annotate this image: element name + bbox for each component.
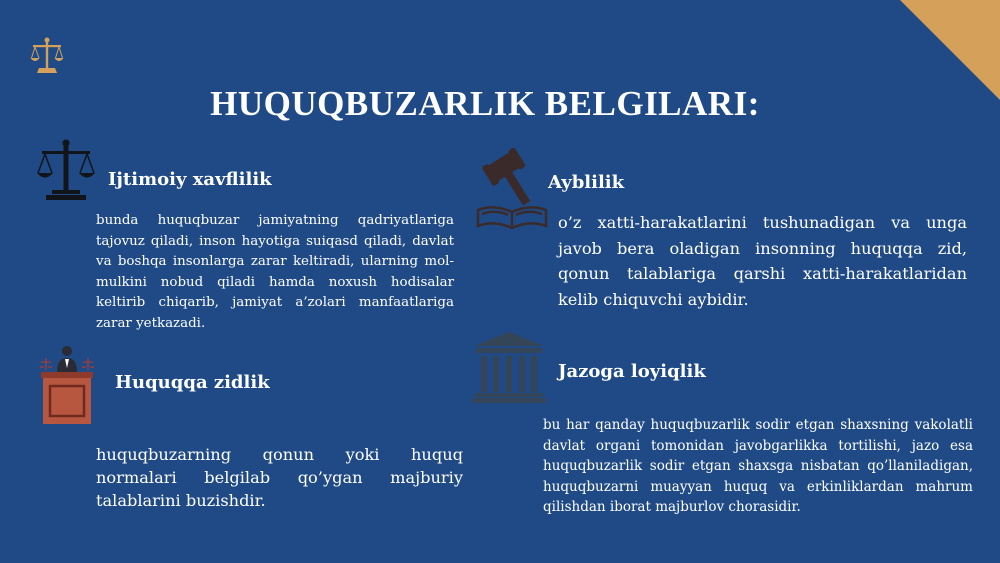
scales-logo-icon	[30, 36, 64, 76]
section-text-ijtimoiy-xavflilik: bunda huquqbuzar jamiyatning qadriyatlariga tajovuz qiladi, inson hayotiga suiqasd qiladi, davlat va boshqa insonlarga zarar keltiradi, ularning mol-mulkini nobud qiladi hamda noxush hodisalar keltirib chiqarib, jamiyat a’zolari manfaatlariga zarar yetkazadi.	[96, 213, 454, 331]
gavel-book-icon	[474, 148, 550, 232]
section-text-ayblilik: o’z xatti-harakatlarini tushunadigan va unga javob bera oladigan insonning huquqqa zid, qonun talablariga qarshi xatti-harakatlaridan kelib chiquvchi aybidir.	[558, 213, 967, 309]
courthouse-icon	[472, 330, 546, 404]
slide-title: HUQUQBUZARLIK BELGILARI:	[210, 84, 760, 123]
judge-podium-icon	[38, 344, 96, 426]
section-heading-ijtimoiy-xavflilik: Ijtimoiy xavflilik	[108, 169, 272, 190]
scales-of-justice-icon	[36, 138, 96, 202]
section-text-jazoga-loyiqlik: bu har qanday huquqbuzarlik sodir etgan shaxsning vakolatli davlat organi tomonidan javobgarlikka tortilishi, jazo esa huquqbuzarlik sodir etgan shaxsga nisbatan qo’llaniladigan, huquqbuzarni muayyan huquq va erkinliklardan mahrum qilishdan iborat majburlov chorasidir.	[543, 417, 973, 516]
section-heading-jazoga-loyiqlik: Jazoga loyiqlik	[558, 361, 706, 382]
section-heading-huquqqa-zidlik: Huquqqa zidlik	[115, 372, 270, 393]
section-heading-ayblilik: Ayblilik	[548, 172, 625, 193]
section-text-huquqqa-zidlik: huquqbuzarning qonun yoki huquq normalari belgilab qo’ygan majburiy talablarini buzishdir.	[96, 445, 463, 510]
